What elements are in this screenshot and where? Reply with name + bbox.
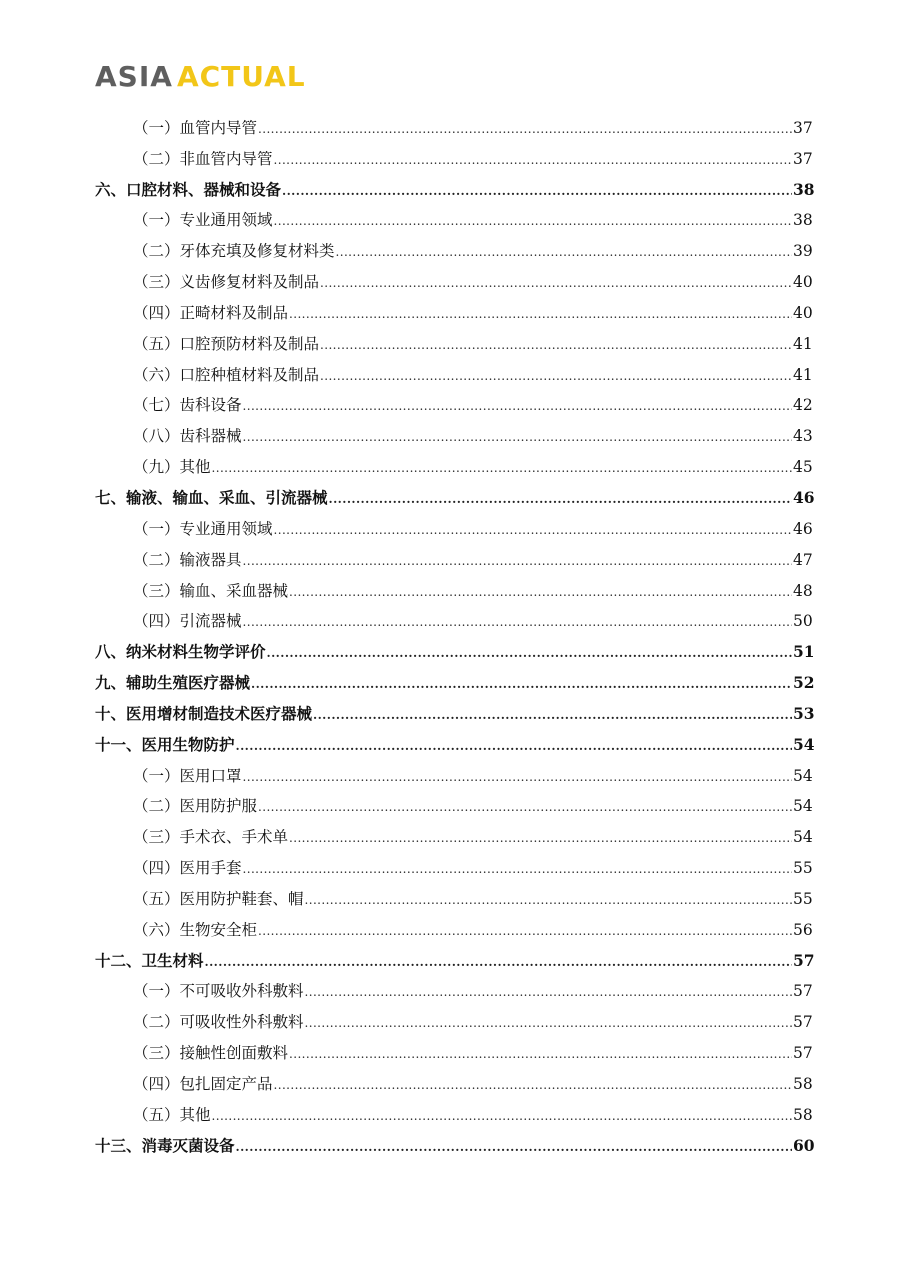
toc-entry-title: （四）正畸材料及制品 (133, 303, 289, 322)
toc-section-entry[interactable] (95, 664, 815, 695)
toc-entry-page-number: 37 (793, 118, 813, 137)
toc-entry-title: （二）牙体充填及修复材料类 (133, 242, 335, 261)
toc-subsection-entry[interactable] (95, 140, 811, 171)
dot-leader (243, 397, 792, 415)
toc-subsection-entry[interactable] (95, 109, 811, 140)
toc-entry-title: （五）口腔预防材料及制品 (133, 334, 320, 353)
toc-subsection-entry[interactable] (95, 603, 811, 634)
toc-subsection-entry[interactable] (95, 356, 811, 387)
toc-entry-title: （五）其他 (133, 1105, 211, 1124)
dot-leader (243, 860, 792, 878)
toc-entry-title: （三）手术衣、手术单 (133, 828, 289, 847)
dot-leader (243, 552, 792, 570)
toc-entry-title: （一）血管内导管 (133, 118, 258, 137)
dot-leader (305, 891, 792, 909)
toc-subsection-entry[interactable] (95, 1065, 811, 1096)
dot-leader (329, 490, 792, 508)
toc-entry-title: （七）齿科设备 (133, 396, 242, 415)
dot-leader (305, 983, 792, 1001)
dot-leader (274, 151, 792, 169)
toc-entry-title: （八）齿科器械 (133, 427, 242, 446)
toc-entry-title: 九、辅助生殖医疗器械 (95, 673, 251, 693)
dot-leader (212, 459, 792, 477)
dot-leader (289, 305, 792, 323)
toc-entry-page-number: 51 (793, 642, 815, 662)
toc-entry-title: 六、口腔材料、器械和设备 (95, 179, 282, 199)
dot-leader (289, 829, 792, 847)
toc-subsection-entry[interactable] (95, 818, 811, 849)
logo-text-asia: ASIA (95, 60, 173, 93)
toc-entry-title: （二）非血管内导管 (133, 149, 273, 168)
toc-subsection-entry[interactable] (95, 788, 811, 819)
toc-entry-page-number: 58 (793, 1075, 813, 1093)
dot-leader (336, 243, 792, 261)
toc-subsection-entry[interactable] (95, 510, 811, 541)
toc-section-entry[interactable] (95, 479, 815, 510)
toc-subsection-entry[interactable] (95, 1003, 811, 1034)
toc-entry-page-number: 47 (793, 550, 813, 569)
toc-entry-page-number: 37 (793, 149, 813, 168)
toc-entry-page-number: 39 (793, 242, 813, 261)
toc-entry-page-number: 42 (793, 396, 813, 415)
dot-leader (274, 521, 792, 539)
toc-subsection-entry[interactable] (95, 263, 811, 294)
toc-entry-page-number: 54 (793, 766, 813, 785)
toc-entry-page-number: 41 (793, 334, 813, 353)
toc-subsection-entry[interactable] (95, 202, 811, 233)
toc-entry-page-number: 38 (793, 211, 813, 230)
toc-entry-page-number: 57 (793, 950, 815, 970)
toc-entry-page-number: 45 (793, 458, 813, 477)
dot-leader (320, 367, 792, 385)
dot-leader (320, 274, 792, 292)
dot-leader (305, 1014, 792, 1032)
toc-entry-title: （六）生物安全柜 (133, 920, 258, 939)
toc-entry-title: （二）可吸收性外科敷料 (133, 1013, 304, 1032)
toc-entry-page-number: 55 (793, 889, 813, 908)
toc-entry-title: 十三、消毒灭菌设备 (95, 1135, 235, 1155)
toc-subsection-entry[interactable] (95, 325, 811, 356)
toc-subsection-entry[interactable] (95, 880, 811, 911)
toc-entry-title: （三）接触性创面敷料 (133, 1044, 289, 1063)
dot-leader (251, 675, 792, 693)
toc-entry-title: （一）专业通用领域 (133, 211, 273, 230)
toc-entry-page-number: 53 (793, 703, 815, 723)
toc-entry-page-number: 40 (793, 273, 813, 292)
toc-entry-page-number: 58 (793, 1105, 813, 1124)
dot-leader (258, 798, 792, 816)
toc-section-entry[interactable] (95, 171, 815, 202)
dot-leader (258, 922, 792, 940)
toc-subsection-entry[interactable] (95, 294, 811, 325)
toc-section-entry[interactable] (95, 1127, 815, 1158)
dot-leader (289, 583, 792, 601)
toc-subsection-entry[interactable] (95, 911, 811, 942)
toc-entry-page-number: 54 (793, 828, 813, 847)
asia-actual-logo (95, 62, 306, 92)
toc-entry-title: （五）医用防护鞋套、帽 (133, 889, 304, 908)
toc-entry-page-number: 57 (793, 982, 813, 1001)
toc-entry-page-number: 46 (793, 519, 813, 538)
dot-leader (313, 706, 792, 724)
toc-subsection-entry[interactable] (95, 1034, 811, 1065)
toc-entry-title: （六）口腔种植材料及制品 (133, 365, 320, 384)
toc-entry-page-number: 40 (793, 303, 813, 322)
table-of-contents (95, 109, 815, 1158)
toc-entry-page-number: 52 (793, 673, 815, 693)
dot-leader (282, 182, 792, 200)
toc-entry-title: （一）医用口罩 (133, 766, 242, 785)
dot-leader (289, 1045, 792, 1063)
dot-leader (212, 1107, 792, 1125)
toc-entry-title: （九）其他 (133, 458, 211, 477)
toc-subsection-entry[interactable] (95, 973, 811, 1004)
dot-leader (258, 120, 792, 138)
toc-entry-page-number: 56 (793, 920, 813, 939)
dot-leader (274, 212, 792, 230)
toc-entry-title: 八、纳米材料生物学评价 (95, 642, 266, 662)
dot-leader (243, 768, 792, 786)
toc-entry-page-number: 41 (793, 365, 813, 384)
toc-entry-title: （四）引流器械 (133, 612, 242, 631)
toc-subsection-entry[interactable] (95, 417, 811, 448)
toc-entry-page-number: 48 (793, 581, 813, 600)
toc-entry-page-number: 38 (793, 179, 815, 199)
toc-entry-page-number: 54 (793, 797, 813, 816)
toc-entry-page-number: 57 (793, 1013, 813, 1032)
dot-leader (274, 1076, 792, 1094)
toc-subsection-entry[interactable] (95, 757, 811, 788)
toc-subsection-entry[interactable] (95, 572, 811, 603)
toc-entry-title: 十二、卫生材料 (95, 950, 204, 970)
toc-entry-title: （三）输血、采血器械 (133, 581, 289, 600)
toc-entry-title: （二）输液器具 (133, 550, 242, 569)
toc-section-entry[interactable] (95, 942, 815, 973)
toc-entry-title: （四）医用手套 (133, 859, 242, 878)
toc-entry-title: （一）专业通用领域 (133, 519, 273, 538)
toc-entry-page-number: 50 (793, 612, 813, 631)
toc-entry-title: 十、医用增材制造技术医疗器械 (95, 703, 313, 723)
toc-subsection-entry[interactable] (95, 232, 811, 263)
toc-entry-title: 七、输液、输血、采血、引流器械 (95, 487, 328, 507)
toc-entry-page-number: 54 (793, 734, 815, 754)
dot-leader (236, 737, 792, 755)
dot-leader (267, 644, 792, 662)
toc-entry-page-number: 55 (793, 859, 813, 878)
dot-leader (236, 1138, 792, 1156)
dot-leader (205, 953, 792, 971)
dot-leader (320, 336, 792, 354)
toc-entry-page-number: 43 (793, 427, 813, 446)
toc-subsection-entry[interactable] (95, 448, 811, 479)
toc-entry-page-number: 46 (793, 487, 815, 507)
toc-subsection-entry[interactable] (95, 1096, 811, 1127)
toc-section-entry[interactable] (95, 726, 815, 757)
toc-entry-title: 十一、医用生物防护 (95, 734, 235, 754)
toc-entry-page-number: 60 (793, 1135, 815, 1155)
toc-section-entry[interactable] (95, 633, 815, 664)
dot-leader (243, 613, 792, 631)
toc-subsection-entry[interactable] (95, 541, 811, 572)
toc-entry-title: （二）医用防护服 (133, 797, 258, 816)
toc-entry-title: （一）不可吸收外科敷料 (133, 982, 304, 1001)
dot-leader (243, 428, 792, 446)
toc-section-entry[interactable] (95, 695, 815, 726)
toc-subsection-entry[interactable] (95, 387, 811, 418)
toc-entry-title: （三）义齿修复材料及制品 (133, 273, 320, 292)
toc-entry-page-number: 57 (793, 1044, 813, 1063)
logo-text-actual: ACTUAL (176, 60, 306, 93)
toc-entry-title: （四）包扎固定产品 (133, 1075, 273, 1093)
toc-subsection-entry[interactable] (95, 849, 811, 880)
